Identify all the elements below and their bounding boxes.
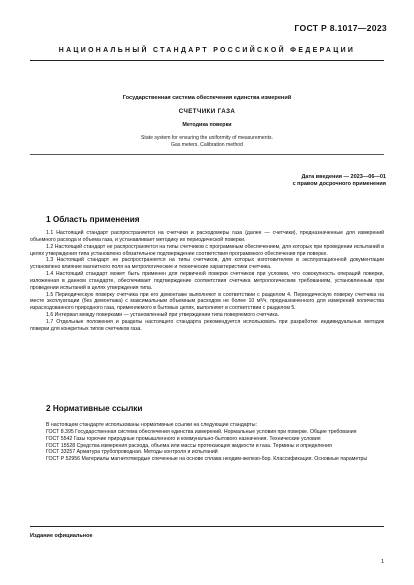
english-title-line-2: Gas meters. Calibration method (171, 142, 243, 148)
document-code: ГОСТ Р 8.1017—2023 (294, 23, 387, 33)
main-title: СЧЕТЧИКИ ГАЗА (178, 108, 236, 115)
reference-gost-15528: ГОСТ 15528 Средства измерения расхода, объема или массы протекающих жидкости и газа. Термины и определения (46, 442, 332, 449)
system-title: Государственная система обеспечения единства измерений (122, 95, 292, 101)
paragraph-1-2: 1.2 Настоящий стандарт не распространяется на типы счетчиков с программным обеспечением, для которых при проведении испытаний в целях утверждения типа установлено обязательное подтверждение соответствия программного обеспечения при поверке. (30, 243, 384, 257)
references-intro: В настоящем стандарте использованы нормативные ссылки на следующие стандарты: (46, 422, 257, 428)
page-number: 1 (380, 559, 384, 565)
paragraph-1-7: 1.7 Отдельные положения и разделы настоящего стандарта рекомендуется использовать при разработке индивидуальных методик поверки для конкретных типов счетчиков газа. (30, 318, 384, 332)
reference-gost-33257: ГОСТ 33257 Арматура трубопроводная. Методы контроля и испытаний (46, 449, 218, 456)
footer-rule (30, 526, 384, 527)
paragraph-1-4: 1.4 Настоящий стандарт может быть применен для первичной поверки счетчиков при условии, что совокупность операций поверки, изложенная в данном стандарте, обеспечивает подтверждение соответствия счетчика метрологическим требованиям, установленным при проведении испытаний в целях утверждения типа. (30, 271, 384, 291)
section-1-text (30, 230, 384, 333)
section-2-heading: 2 Нормативные ссылки (46, 404, 143, 413)
paragraph-1-3: 1.3 Настоящий стандарт не распространяется на типы счетчиков, для которых изготовителем в эксплуатационной документации установлено влияние магнитного поля на метрологические и технические характеристики счетчика. (30, 257, 384, 271)
introduction-date-line: Дата введения — 2023—06—01 (301, 174, 386, 180)
reference-gost-8-395: ГОСТ 8.395 Государственная система обеспечения единства измерений. Нормальные условия при поверке. Общие требования (46, 428, 357, 435)
reference-gost-5542: ГОСТ 5542 Газы горючие природные промышленного и коммунально-бытового назначения. Технические условия (46, 435, 321, 442)
standard-name: НАЦИОНАЛЬНЫЙ СТАНДАРТ РОССИЙСКОЙ ФЕДЕРАЦИИ (58, 47, 356, 54)
reference-gost-r-52956: ГОСТ Р 52956 Материалы магнитотвердые спеченные на основе сплава неодим-железо-бор. Классификация. Основные параметры (46, 456, 368, 463)
early-application-line: с правом досрочного применения (292, 181, 386, 188)
paragraph-1-6: 1.6 Интервал между поверками — установленный при утверждении типа поверяемого счетчика. (46, 312, 280, 319)
section-2-text (30, 422, 384, 463)
section-1-heading: 1 Область применения (46, 215, 140, 224)
title-rule (30, 154, 384, 155)
method-title: Методика поверки (182, 122, 232, 128)
official-edition-label: Издание официальное (30, 533, 93, 539)
header-rule (30, 60, 384, 61)
paragraph-1-5: 1.5 Периодическую поверку счетчика при его демонтаже выполняют в соответствии с разделом 4. Периодическую поверку счетчика на месте эксплуатации (без демонтажа) с максимальным объемным расходом не более 10 м³/ч, предназначенного для измерений количества израсходованного природного газа, применяемого в бытовых целях, выполняют в соответствии с разделом 5. (30, 291, 384, 312)
introduction-date (293, 174, 386, 189)
english-title-line-1: State system for ensuring the uniformity of measurements. (141, 135, 273, 141)
paragraph-1-1: 1.1 Настоящий стандарт распространяется на счетчики и расходомеры газа (далее — счетчики), предназначенные для измерений объемного расхода и объема газа, и устанавливает методику их периодической поверки. (30, 230, 384, 243)
